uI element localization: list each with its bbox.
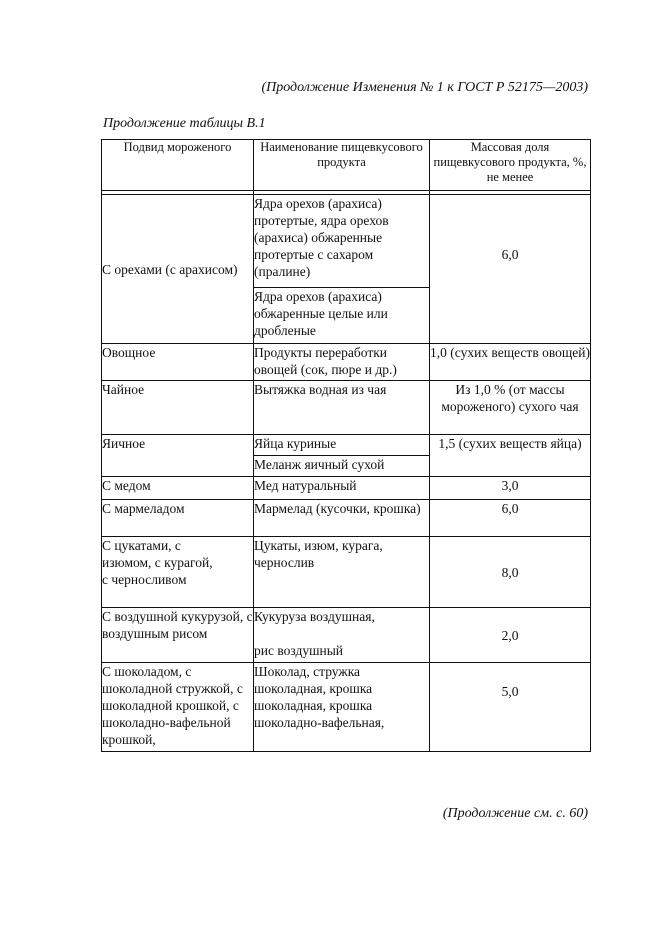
cell-product: Яйца куриные [254, 435, 430, 456]
continuation-header: (Продолжение Изменения № 1 к ГОСТ Р 52175—2003) [261, 80, 588, 95]
cell-share: 6,0 [430, 195, 591, 344]
cell-subtype: С воздушной кукурузой, с воздушным рисом [102, 608, 254, 663]
table-header-row [102, 140, 591, 191]
column-header-subtype: Подвид мороженого [102, 140, 254, 191]
product-line: рис воздушный [254, 643, 343, 658]
cell-share: 1,0 (сухих веществ овощей) [430, 344, 591, 381]
table-row [102, 381, 591, 435]
table-row [102, 500, 591, 537]
product-line: Кукуруза воздушная, [254, 609, 375, 624]
continuation-footer: (Продолжение см. с. 60) [442, 806, 588, 821]
table-row [102, 435, 591, 456]
table-caption: Продолжение таблицы В.1 [103, 116, 266, 131]
cell-share: 6,0 [430, 500, 591, 537]
ice-cream-subtype-table [101, 139, 591, 752]
table-row [102, 608, 591, 663]
column-header-product: Наименование пищевкусового продукта [254, 140, 430, 191]
cell-subtype: Чайное [102, 381, 254, 435]
table-row [102, 477, 591, 500]
cell-share: 2,0 [430, 608, 591, 663]
cell-product: Вытяжка водная из чая [254, 381, 430, 435]
cell-product [254, 608, 430, 663]
cell-subtype: Овощное [102, 344, 254, 381]
cell-share: Из 1,0 % (от массы мороженого) сухого чая [430, 381, 591, 435]
cell-subtype: С мармеладом [102, 500, 254, 537]
cell-product: Продукты переработки овощей (сок, пюре и др.) [254, 344, 430, 381]
cell-subtype: Яичное [102, 435, 254, 477]
cell-product: Меланж яичный сухой [254, 456, 430, 477]
cell-product: Мед натуральный [254, 477, 430, 500]
table-row [102, 537, 591, 608]
cell-subtype: С медом [102, 477, 254, 500]
cell-product: Ядра орехов (арахиса) обжаренные целые или дробленые [254, 287, 430, 343]
cell-subtype [102, 537, 254, 608]
table-row [102, 663, 591, 752]
cell-share: 3,0 [430, 477, 591, 500]
cell-share: 1,5 (сухих веществ яйца) [430, 435, 591, 477]
table-row [102, 344, 591, 381]
cell-product: Мармелад (кусочки, крошка) [254, 500, 430, 537]
cell-product: Ядра орехов (арахиса) протертые, ядра орехов (арахиса) обжаренные протертые с сахаром (пралине) [254, 195, 430, 288]
cell-subtype: С шоколадом, с шоколадной стружкой, с шоколадной крошкой, с шоколадно-вафельной крошкой, [102, 663, 254, 752]
cell-product: Цукаты, изюм, курага, чернослив [254, 537, 430, 608]
table-row [102, 195, 591, 288]
cell-product: Шоколад, стружка шоколадная, крошка шоколадная, крошка шоколадно-вафельная, [254, 663, 430, 752]
column-header-share: Массовая доля пищевкусового продукта, %, не менее [430, 140, 591, 191]
subtype-text: С цукатами, с изюмом, с курагой, с черносливом [102, 538, 213, 587]
cell-share: 5,0 [430, 663, 591, 752]
cell-share: 8,0 [430, 537, 591, 608]
cell-subtype: С орехами (с арахисом) [102, 195, 254, 344]
